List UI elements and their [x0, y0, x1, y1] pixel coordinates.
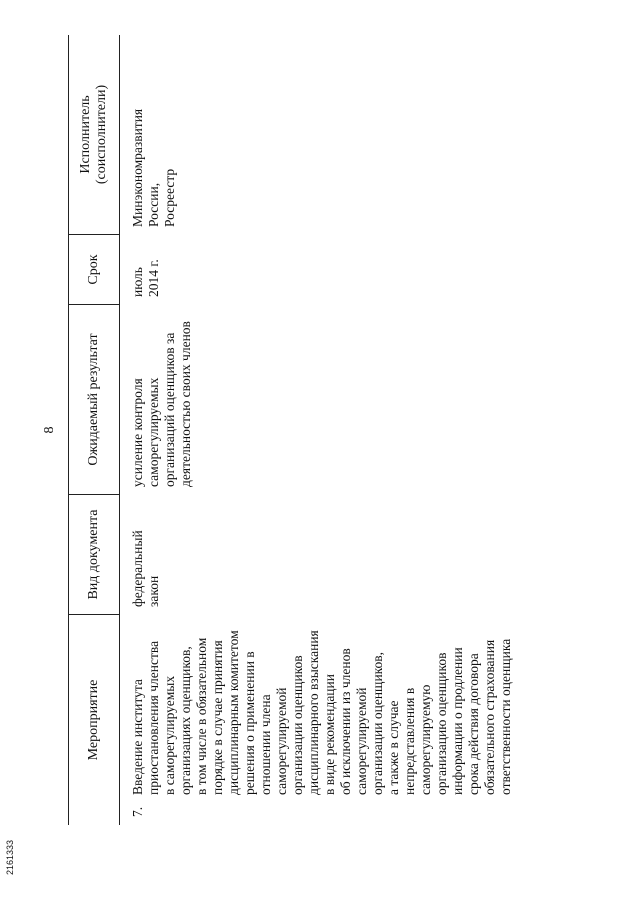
- measure-text-line: обязательного страхования: [482, 639, 497, 795]
- measure-text-line: саморегулируемую: [418, 684, 433, 795]
- measure-text-line: ответственности оценщика: [498, 638, 513, 795]
- measure-text-line: дисциплинарным комитетом: [226, 630, 241, 795]
- header-doc-type: Вид документа: [68, 495, 120, 615]
- cell-measure: [120, 615, 514, 825]
- header-result: Ожидаемый результат: [68, 305, 120, 495]
- measure-text-line: саморегулируемой: [274, 687, 289, 795]
- measure-text: [130, 623, 514, 795]
- result-line: усиление контроля: [130, 378, 145, 487]
- header-executor: [68, 35, 120, 235]
- header-deadline: Срок: [68, 235, 120, 305]
- measure-text-line: в виде рекомендации: [322, 674, 337, 795]
- result-line: деятельностью своих членов: [178, 321, 193, 487]
- cell-executor: [120, 35, 514, 235]
- result-line: организаций оценщиков за: [162, 332, 177, 487]
- measure-text-line: организацию оценщиков: [434, 652, 449, 795]
- deadline-line: 2014 г.: [146, 259, 161, 297]
- header-measure: Мероприятие: [68, 615, 120, 825]
- measure-text-line: саморегулируемой: [354, 687, 369, 795]
- result-text: [130, 313, 194, 487]
- measure-text-line: приостановления членства: [146, 640, 161, 795]
- doc-type-line: федеральный: [130, 530, 145, 607]
- cell-result: [120, 305, 514, 495]
- document-page: [40, 35, 630, 825]
- measure-text-line: решения о применении в: [242, 651, 257, 795]
- measure-text-line: об исключении из членов: [338, 648, 353, 795]
- page-number: 8: [42, 426, 57, 434]
- measure-text-line: организациях оценщиков,: [178, 646, 193, 795]
- doc-type-text: [130, 503, 162, 607]
- measures-table: [68, 35, 514, 825]
- measure-text-line: а также в случае: [386, 700, 401, 795]
- document-stamp: 2161333: [5, 839, 15, 875]
- measure-text-line: в том числе в обязательном: [194, 637, 209, 795]
- measure-text-line: срока действия договора: [466, 653, 481, 795]
- measure-text-line: организации оценщиков: [290, 655, 305, 795]
- measure-text-line: Введение института: [130, 679, 145, 795]
- result-line: саморегулируемых: [146, 377, 161, 487]
- cell-doc-type: [120, 495, 514, 615]
- measure-text-line: непредставления в: [402, 687, 417, 795]
- measure-text-line: отношении члена: [258, 694, 273, 795]
- header-executor-line: (соисполнители): [94, 84, 109, 185]
- executor-line: России,: [146, 182, 161, 227]
- executor-line: Минэкономразвития: [130, 108, 145, 227]
- measure-text-line: дисциплинарного взыскания: [306, 630, 321, 795]
- row-number: 7.: [130, 806, 145, 817]
- cell-deadline: [120, 235, 514, 305]
- executor-text: [130, 43, 178, 227]
- doc-type-line: закон: [146, 575, 161, 607]
- measure-text-line: порядке в случае принятия: [210, 640, 225, 795]
- executor-line: Росреестр: [162, 168, 177, 227]
- measure-text-line: организации оценщиков,: [370, 651, 385, 795]
- deadline-line: июль: [130, 267, 145, 297]
- measure-text-line: в саморегулируемых: [162, 675, 177, 795]
- measure-text-line: информации о продлении: [450, 647, 465, 795]
- deadline-text: [130, 243, 162, 297]
- header-executor-line: Исполнитель: [78, 95, 93, 174]
